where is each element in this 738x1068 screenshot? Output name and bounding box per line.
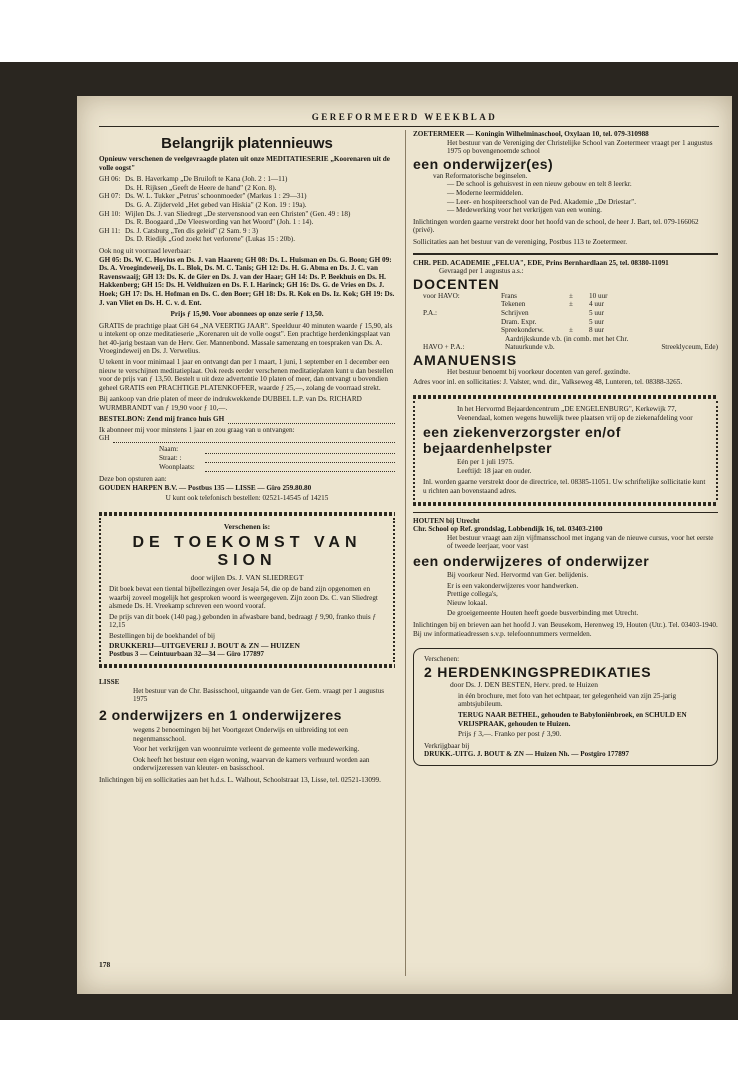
zoetermeer-intro: Het bestuur van de Vereniging der Christelijke School van Zoetermeer vraagt per 1 augustus 1975 op bovengenoemde school	[447, 138, 713, 156]
herdenking-p2: TERUG NAAR BETHEL, gehouden te Babyloniënbroek, en SCHULD EN VRIJSPRAAK, gehouden te Huizen.	[458, 710, 687, 728]
herdenking-verkrijgbaar: Verkrijgbaar bij	[424, 741, 470, 750]
lisse-p1: wegens 2 benoemingen bij het Voortgezet Onderwijs en uitbreiding tot een negenmansschool.	[133, 725, 348, 743]
header-rule	[99, 126, 719, 127]
houten-intro: Het bestuur vraagt aan zijn vijfmansschool met ingang van de nieuwe cursus, voor het eerste of tweede leerjaar, voor vast	[447, 533, 714, 551]
felua-gevraagd: Gevraagd per 1 augustus a.s.:	[439, 267, 524, 276]
gh-fill-line: GH	[99, 434, 395, 443]
toekomst-verschenen: Verschenen is:	[223, 522, 271, 531]
amanuensis-title: AMANUENSIS	[413, 351, 518, 368]
gh-item: GH 06: Ds. B. Haverkamp „De Bruiloft te Kana (Joh. 2 : 1—11)	[99, 175, 288, 184]
toekomst-firma: DRUKKERIJ—UITGEVERIJ J. BOUT & ZN — HUIZEN	[109, 640, 300, 650]
zoetermeer-sollicitaties: Sollicitaties aan het bestuur van de vereniging, Postbus 113 te Zoetermeer.	[413, 237, 628, 246]
houten-advert	[413, 517, 718, 639]
houten-p1: Bij voorkeur Ned. Hervormd van Ger. belijdenis.	[447, 571, 589, 579]
newspaper-page	[77, 96, 732, 994]
wavy-border-bottom	[99, 664, 395, 668]
engelenburg-leeftijd: Leeftijd: 18 jaar en ouder.	[457, 466, 532, 475]
wavy-border-bottom	[413, 502, 718, 506]
toekomst-advert	[99, 512, 395, 668]
platen-intro: Opnieuw verschenen de veelgevraagde platen uit onze MEDITATIESERIE „Koorenaren uit de volle oogst"	[99, 155, 390, 172]
gh-list	[99, 175, 395, 244]
houten-title: een onderwijzeres of onderwijzer	[413, 553, 650, 569]
straat-field[interactable]	[205, 454, 395, 463]
docenten-row-natuurkunde: HAVO + P.A.: Natuurkunde v.b. Streeklyceum, Ede)	[423, 343, 718, 352]
zoetermeer-item: — Medewerking voor het verkrijgen van een woning.	[413, 206, 718, 215]
herdenking-verschenen: Verschenen:	[424, 655, 460, 664]
platen-title: Belangrijk platennieuws	[161, 135, 333, 152]
gouden-harpen-adres: GOUDEN HARPEN B.V. — Postbus 135 — LISSE — Giro 259.80.80	[99, 483, 312, 492]
herdenking-title: 2 HERDENKINGSPREDIKATIES	[424, 663, 652, 680]
engelenburg-info: Inl. worden gaarne verstrekt door de directrice, tel. 08385-11051. Uw schriftelijke sollicitatie kunt u richten aan bovenstaand adres.	[423, 478, 706, 496]
herdenking-prijs: Prijs ƒ 3,—. Franko per post ƒ 3,90.	[458, 730, 562, 739]
abonneer-text: Ik abonneer mij voor minstens 1 jaar en zou graag van u ontvangen:	[99, 425, 295, 434]
gh-item: Ds. D. Riedijk „God zoekt het verlorene" (Lukas 15 : 20b).	[125, 235, 296, 244]
herdenking-firma: DRUKK.-UITG. J. BOUT & ZN — Huizen Nh. — Postgiro 177897	[424, 750, 629, 759]
woonplaats-field[interactable]	[205, 463, 395, 472]
toekomst-prijs: De prijs van dit boek (140 pag.) gebonden in afwasbare band, bedraagt ƒ 9,90, franko thuis ƒ 12,15	[109, 612, 377, 630]
section-rule	[413, 512, 718, 513]
zoetermeer-info: Inlichtingen worden gaarne verstrekt door het hoofd van de school, de heer J. Bart, tel. 079-166062 (privé).	[413, 217, 699, 235]
toekomst-bestel: Bestellingen bij de boekhandel of bij	[109, 631, 215, 640]
houten-p2: Er is een vakonderwijzeres voor handwerken.	[447, 581, 579, 590]
toekomst-auteur: door wijlen Ds. J. VAN SLIEDREGT	[190, 573, 304, 582]
engelenburg-box	[413, 401, 718, 500]
tekent-text: U tekent in voor minimaal 1 jaar en ontvangt dan per 1 maart, 1 juni, 1 september en 1 december een nieuw te verschijnen meditatieplaat. Ook reeds eerder verschenen meditatieplaten kunt u dan bestellen voor de prijs van ƒ 13,50. Bestelt u uit deze advertentie 10 platen of meer, dan ontvangt u bovendien geheel GRATIS een PRACHTIGE PLATENKOFFER, waarde ƒ 25,—, zolang de voorraad strekt.	[99, 358, 394, 392]
toekomst-title: DE TOEKOMST VAN SION	[132, 534, 362, 569]
column-divider	[405, 130, 406, 976]
naam-line: Naam:	[99, 445, 395, 454]
amanuensis-text: Het bestuur benoemt bij voorkeur docenten van geref. gezindte.	[447, 367, 631, 376]
right-column	[413, 130, 718, 766]
toekomst-firma-adres: Postbus 3 — Ceintuurbaan 32—34 — Giro 177897	[109, 649, 265, 658]
section-rule	[413, 253, 718, 255]
gh-item: Ds. G. A. Zijderveld „Het gebed van Hiskia" (2 Kon. 19 : 19a).	[125, 200, 307, 209]
ook-label: Ook nog uit voorraad leverbaar:	[99, 246, 192, 255]
zoetermeer-item: — Moderne leermiddelen.	[413, 189, 718, 198]
zoetermeer-item: — Leer- en hospiteerschool van de Ped. Akademie „De Driestar".	[413, 198, 718, 207]
straat-line: Straat: :	[99, 454, 395, 463]
running-header: GEREFORMEERD WEEKBLAD	[311, 112, 498, 122]
opsturen-label: Deze bon opsturen aan:	[99, 475, 167, 484]
zoetermeer-sub: van Reformatorische beginselen.	[433, 171, 528, 180]
lisse-advert	[99, 678, 395, 784]
woonplaats-line: Woonplaats:	[99, 463, 395, 472]
lisse-title: 2 onderwijzers en 1 onderwijzeres	[99, 706, 342, 723]
toekomst-tekst: Dit boek bevat een tiental bijbellezingen over Jesaja 54, die op de band zijn opgenomen en waarbij zoveel mogelijk het gesproken woord is weergegeven. Zijn zoon Ds. C. van Sliedregt alsmede Ds. H. Vreekamp schreven een woord vooraf.	[109, 585, 378, 611]
page-number: 178	[99, 960, 111, 969]
naam-field[interactable]	[205, 445, 395, 454]
wavy-border-top	[413, 395, 718, 399]
left-column	[99, 130, 395, 785]
platen-advert	[99, 135, 395, 503]
gh-item: Ds. R. Boogaard „De Vleeswording van het Woord" (Joh. 1 : 14).	[125, 218, 314, 227]
herdenking-p1: in één brochure, met foto van het echtpaar, ter gelegenheid van zijn 25-jarig ambtsjubileum.	[458, 691, 677, 709]
houten-p4: Nieuw lokaal.	[447, 598, 488, 607]
herdenking-advert	[413, 648, 718, 766]
fill-line[interactable]	[228, 415, 395, 424]
zoetermeer-title: een onderwijzer(es)	[413, 155, 554, 172]
docenten-row-aardrijkskunde: Aardrijkskunde v.b. (in comb. met het Chr.	[505, 334, 629, 343]
houten-plaats: HOUTEN bij Utrecht	[413, 516, 480, 525]
engelenburg-advert	[413, 395, 718, 506]
zoetermeer-head: ZOETERMEER — Koningin Wilhelminaschool, Oxylaan 10, tel. 079-310988	[413, 130, 649, 138]
platen-prijs: Prijs ƒ 15,90. Voor abonnees op onze serie ƒ 13,50.	[170, 310, 324, 319]
wavy-border-top	[99, 512, 395, 516]
houten-head: Chr. School op Ref. grondslag, Lobbendijk 16, tel. 03403-2100	[413, 525, 603, 534]
zoetermeer-item: — De school is gehuisvest in een nieuw gebouw en telt 8 leerkr.	[413, 180, 718, 189]
docenten-table: voor HAVO: Frans ± 10 uur Tekenen ± 4 uur P.A.: Schrijven 5 uur Dram. Expr. 5 uur Spreekonderw. ± 8 uur	[423, 291, 608, 335]
gh-item: GH 10: Wijlen Ds. J. van Sliedregt „De stervensnood van een Christen" (Gen. 49 : 18)	[99, 209, 351, 218]
gh-item: Ds. H. Rijksen „Geeft de Heere de hand" (2 Kon. 8).	[125, 183, 277, 192]
houten-p5: De groeigemeente Houten heeft goede busverbinding met Utrecht.	[447, 609, 639, 618]
lisse-plaats: LISSE	[99, 678, 120, 687]
engelenburg-title: een ziekenverzorgster en/of bejaardenhelpster	[423, 424, 621, 457]
engelenburg-een: Eén per 1 juli 1975.	[457, 458, 514, 467]
felua-advert	[413, 259, 718, 388]
felua-head: CHR. PED. ACADEMIE „FELUA", EDE, Prins Bernhardlaan 25, tel. 08380-11091	[413, 258, 669, 267]
lisse-intro: Het bestuur van de Chr. Basisschool, uitgaande van de Ger. Gem. vraagt per 1 augustus 1975	[133, 686, 385, 704]
lisse-info: Inlichtingen bij en sollicitaties aan het h.d.s. L. Walhout, Schoolstraat 13, Lisse, tel. 02521-13099.	[99, 775, 381, 784]
zoetermeer-advert	[413, 130, 718, 247]
toekomst-box	[99, 518, 395, 662]
bestelbon-line: BESTELBON: Zend mij franco huis GH	[99, 415, 395, 424]
herdenking-auteur: door Ds. J. DEN BESTEN, Herv. pred. te Huizen	[450, 679, 599, 689]
gratis-text: GRATIS de prachtige plaat GH 64 „NA VEERTIG JAAR". Speelduur 40 minuten waarde ƒ 15,90, als u intekent op onze meditatieserie „Korenaren uit de volle oogst". Een prachtige herdenkingsplaat van het 40-jarig bestaan van de Herv. Ger. Mannenbond. Massale samenzang en toespraken van Ds. A. Vroegindeweij en Ds. J. Verwelius.	[99, 321, 393, 356]
docenten-title: DOCENTEN	[413, 275, 500, 292]
aankoop-text: Bij aankoop van drie platen of meer de indrukwekkende DUBBEL L.P. van Ds. RICHARD WURMBRANDT van ƒ 19,90 voor ƒ 10,—.	[99, 395, 362, 413]
houten-info: Inlichtingen bij en brieven aan het hoofd J. van Beusekom, Herenweg 19, Houten (Utr.). Tel. 03403-1940. Bij uw informatieadressen s.v.p. telefoonnummers vermelden.	[413, 620, 718, 638]
gh-item: GH 07: Ds. W. L. Tukker „Petrus' schoonmoeder" (Markus 1 : 29—31)	[99, 192, 307, 201]
ook-text: GH 05: Ds. W. C. Hovius en Ds. J. van Haaren; GH 08: Ds. L. Huisman en Ds. G. Boon; GH 09: Ds. A. Vroegindeweij, Ds. L. Blok, Ds. M. C. Tanis; GH 12: Ds. H. G. Abma en Ds. J. C. van Ravenswaaij; GH 13: Ds. K. de Gier en Ds. J. van der Haar; GH 14: Ds. P. Beekhuis en Ds. H. Hakkenberg; GH 15: Ds. H. Veldhuizen en Ds. F. I. Harinck; GH 16: Ds. G. de Vries en Ds. J. Hoek; GH 17: Ds. H. Hofman en Ds. C. den Boer; GH 18: Ds. R. Kok en Ds. Iz. Kok; GH 19: Ds. J. van Vliet en Ds. H. C. v. d. Ent.	[99, 255, 395, 307]
engelenburg-intro: In het Hervormd Bejaardencentrum „DE ENGELENBURG", Kerkewijk 77, Veenendaal, komen wegens huwelijk twee plaatsen vrij op de ziekenafdeling voor	[457, 405, 693, 422]
lisse-p2: Voor het verkrijgen van woonruimte verleent de gemeente volle medewerking.	[133, 745, 360, 754]
telefoon-bestellen: U kunt ook telefonisch bestellen: 02521-14545 of 14215	[165, 494, 329, 503]
fill-line[interactable]	[113, 434, 395, 443]
felua-adres: Adres voor inl. en sollicitaties: J. Valster, wnd. dir., Valkseweg 48, Lunteren, tel. 08388-3265.	[413, 378, 683, 387]
lisse-p3: Ook heeft het bestuur een eigen woning, waarvan de kamers verhuurd worden aan onderwijzeressen van kleuter- en basisschool.	[133, 755, 370, 773]
houten-p3: Prettige collega's,	[447, 590, 498, 599]
gh-item: GH 11: Ds. J. Catsburg „Ten dis geleid" (2 Sam. 9 : 3)	[99, 226, 259, 235]
